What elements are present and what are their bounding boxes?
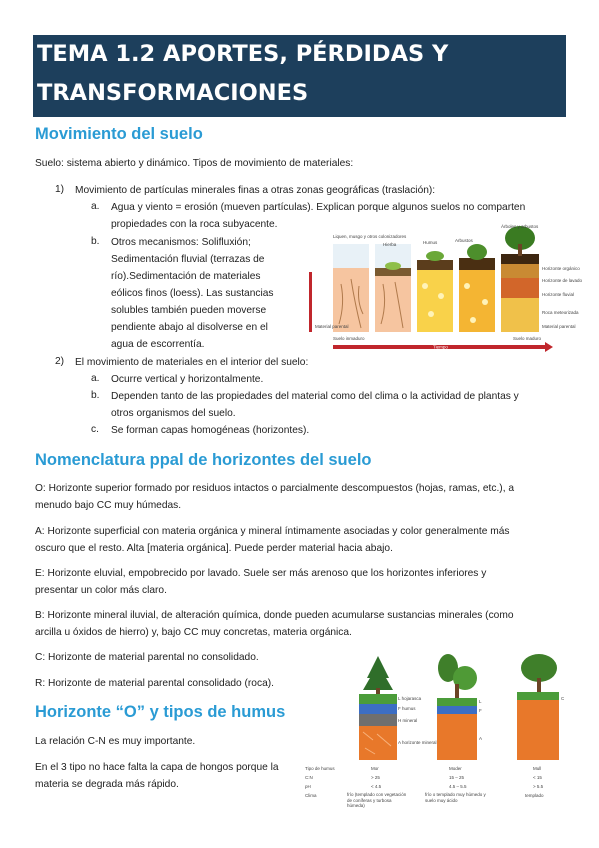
fig1-label-fluvial: Horizonte fluvial — [542, 292, 575, 297]
fig2-side-l: L — [479, 699, 482, 704]
fig2-row-cn: C:N — [305, 775, 313, 780]
fig1-label-liquen: Liquen, musgo y otros colonizadores — [333, 234, 407, 239]
soil-column-3 — [417, 260, 453, 332]
figure-vertical-axis — [309, 272, 312, 332]
sublist-1b-line3: río).Sedimentación de materiales — [111, 271, 261, 282]
sublist-1a-line2: propiedades con la roca subyacente. — [111, 219, 278, 230]
fig2-row-tipo: Tipo de humus — [305, 766, 335, 771]
fig2-clima-moder-wrap — [425, 792, 487, 816]
sublist-1b-line2: Sedimentación fluvial (terrazas de — [111, 254, 265, 265]
sublist-mark-2c: c. — [91, 424, 99, 435]
list-number-1: 1) — [55, 184, 65, 195]
fig2-row-clima: Clima — [305, 793, 317, 798]
fig2-ph-mor: < 4.5 — [371, 784, 382, 789]
fig2-cn-mor: > 25 — [371, 775, 380, 780]
para-hongos-line1: En el 3 tipo no hace falta la capa de hongos porque la — [35, 762, 279, 773]
para-cn: La relación C-N es muy importante. — [35, 736, 196, 747]
sublist-mark-b: b. — [91, 236, 100, 247]
para-o-line2: menudo bajo CC muy húmedas. — [35, 500, 182, 511]
fig1-label-arboles: Árboles y arbustos — [501, 224, 539, 229]
soil-column-4 — [459, 244, 495, 332]
para-c-line1: C: Horizonte de material parental no consolidado. — [35, 652, 259, 663]
sublist-1b-line5: solubles también pueden moverse — [111, 305, 267, 316]
fig2-row-ph: pH — [305, 784, 311, 789]
sublist-1b-line4: eólicos finos (loess). Las sustancias — [111, 288, 274, 299]
para-a-line1: A: Horizonte superficial con materia orgánica y mineral íntimamente asociadas y color generalmente más — [35, 526, 510, 537]
humus-column-mull — [517, 654, 559, 760]
sublist-2a-line1: Ocurre vertical y horizontalmente. — [111, 374, 264, 385]
title-banner — [33, 35, 566, 117]
fig2-layer-l: L hojarasca — [398, 696, 422, 701]
sublist-1b-line6: pendiente abajo al disolverse en el — [111, 322, 268, 333]
fig2-layer-h: H mineral — [398, 718, 418, 723]
fig2-side-f: F — [479, 708, 482, 713]
fig2-clima-mor-wrap — [347, 792, 409, 816]
soil-column-5 — [501, 226, 539, 332]
fig2-side-a: A — [479, 736, 483, 741]
fig1-label-organico: Horizonte orgánico — [542, 266, 580, 271]
humus-column-mor — [359, 656, 397, 760]
fig1-label-roca: Roca meteorizada — [542, 310, 579, 315]
fig2-layer-a: A horizonte mineral — [398, 740, 437, 745]
list-item-1: Movimiento de partículas minerales finas a otras zonas geográficas (traslación): — [75, 185, 436, 196]
humus-column-moder — [437, 654, 477, 760]
heading-horizonte-o: Horizonte “O” y tipos de humus — [35, 703, 286, 721]
sublist-mark-a: a. — [91, 201, 100, 212]
sublist-1b-line1: Otros mecanismos: Solifluxión; — [111, 237, 251, 248]
fig1-label-tiempo: Tiempo — [433, 344, 448, 350]
soil-column-1 — [333, 268, 369, 332]
heading-nomenclatura: Nomenclatura ppal de horizontes del suelo — [35, 451, 372, 469]
intro-text: Suelo: sistema abierto y dinámico. Tipos de movimiento de materiales: — [35, 158, 354, 169]
heading-movimiento: Movimiento del suelo — [35, 125, 203, 143]
para-o-line1: O: Horizonte superior formado por residuos intactos o parcialmente descompuestos (hojas, ramas, etc.), a — [35, 483, 515, 494]
para-hongos-line2: materia se degrada más rápido. — [35, 779, 179, 790]
sublist-2b-line1: Dependen tanto de las propiedades del material como del clima o la actividad de plantas y — [111, 391, 519, 402]
fig1-label-maduro: Suelo maduro — [513, 336, 542, 341]
fig1-label-inmaduro: Suelo inmaduro — [333, 336, 365, 341]
fig1-label-hierba: Hierba — [383, 242, 397, 247]
fig1-label-parental: Material parental — [542, 324, 576, 329]
fig2-cn-moder: 15 – 25 — [449, 775, 465, 780]
para-a-line2: oscuro que el resto. Alta [materia orgánica]. Puede perder material hacia abajo. — [35, 543, 393, 554]
page-title-line2: TRANSFORMACIONES — [37, 80, 309, 106]
fig1-label-humus: Humus — [423, 240, 438, 245]
para-e-line2: presentar un color más claro. — [35, 585, 167, 596]
sublist-mark-2b: b. — [91, 390, 100, 401]
para-r-line1: R: Horizonte de material parental consolidado (roca). — [35, 678, 274, 689]
sublist-2b-line2: otros organismos del suelo. — [111, 408, 236, 419]
fig2-col-moder: Moder — [449, 766, 462, 771]
list-number-2: 2) — [55, 356, 65, 367]
fig2-side-c: C — [561, 696, 565, 701]
fig2-ph-mull: > 5.5 — [533, 784, 544, 789]
list-item-2: El movimiento de materiales en el interior del suelo: — [75, 357, 309, 368]
page-title-line1: TEMA 1.2 APORTES, PÉRDIDAS Y — [37, 41, 449, 67]
sublist-1a-line1: Agua y viento = erosión (mueven partículas). Explican porque algunos suelos no comparten — [111, 202, 526, 213]
fig2-ph-moder: 4.5 – 5.5 — [449, 784, 467, 789]
fig2-col-mull: Mull — [533, 766, 542, 771]
soil-column-2 — [375, 268, 411, 332]
para-b-line2: arcilla u óxidos de hierro) y, bajo CC muy concretas, materia orgánica. — [35, 627, 352, 638]
para-e-line1: E: Horizonte eluvial, empobrecido por lavado. Suele ser más arenoso que los horizontes inferiores y — [35, 568, 487, 579]
para-b-line1: B: Horizonte mineral iluvial, de alteración química, donde pueden acumularse sustancias minerales (como — [35, 610, 514, 621]
fig1-label-arbustos: Arbustos — [455, 238, 473, 243]
sublist-mark-2a: a. — [91, 373, 100, 384]
fig2-clima-mor: frío (templado con vegetación de coníferas y turbosa húmeda) — [347, 792, 407, 808]
fig2-col-mor: Mor — [371, 766, 379, 771]
fig2-cn-mull: < 15 — [533, 775, 542, 780]
humus-types-figure — [303, 648, 567, 818]
fig2-layer-f: F humus — [398, 706, 416, 711]
sublist-2c-line1: Se forman capas homogéneas (horizontes). — [111, 425, 310, 436]
soil-formation-figure — [305, 224, 583, 356]
fig1-label-material: Material parental — [315, 324, 349, 329]
fig2-clima-moder: frío o templado muy húmedo y suelo muy ácido — [425, 792, 486, 803]
sublist-1b-line7: agua de escorrentía. — [111, 339, 205, 350]
fig1-label-lavado: Horizonte de lavado — [542, 278, 583, 283]
fig2-clima-mull: templado — [525, 793, 544, 798]
